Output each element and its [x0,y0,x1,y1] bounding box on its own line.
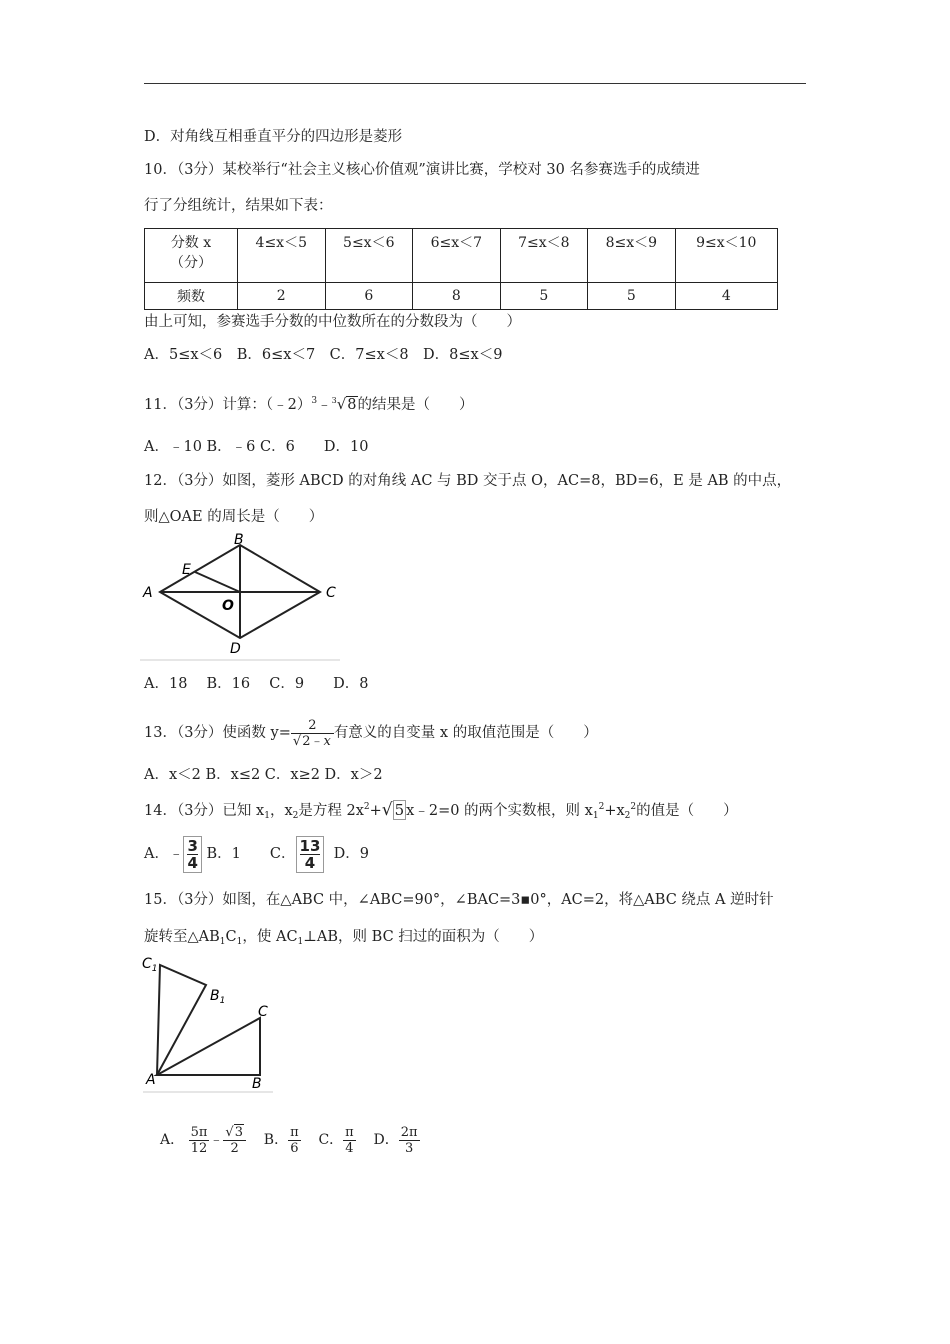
q14-a-denominator: 4 [187,853,198,872]
q15-stem-line1: 15．（3分）如图，在△ABC 中，∠ABC=90°，∠BAC=3▪0°，AC=2，将△ABC 绕点 A 逆时针 [144,892,774,908]
q14-superscript: 2 [363,802,370,812]
q14-superscript: 2 [598,802,605,812]
numerator: π [345,1124,354,1140]
frequency-table [144,228,778,310]
top-rule [144,83,806,84]
denominator: 6 [288,1140,301,1156]
q15-subscript: 1 [219,937,226,947]
q14-options [144,834,369,874]
denominator: 3 [399,1140,420,1156]
denominator: 2 [223,1140,246,1156]
q14-part: ，x [269,803,293,819]
q12-stem-line1: 12．（3分）如图，菱形 ABCD 的对角线 AC 与 BD 交于点 O，AC=8，BD=6，E 是 AB 的中点， [144,473,792,489]
q15-b-fraction [288,1125,301,1156]
q13-den-pre: 2﹣ [302,733,324,749]
rotation-figure [140,952,280,1094]
numerator [223,1125,246,1140]
q14-part: 的值是（ ） [636,803,738,819]
q14-part: 14．（3分）已知 x [144,803,265,819]
q13-stem [144,716,598,750]
radicand: 3 [234,1124,243,1140]
q9-option-d: D．对角线互相垂直平分的四边形是菱形 [144,129,403,145]
denominator: 12 [189,1140,210,1156]
label-b: B [234,532,244,548]
q13-fraction [291,718,334,749]
numerator: 5π [190,1124,208,1140]
table-cell: 4≤x＜5 [238,229,326,283]
q11-exponent: 3 [311,396,318,406]
label-b1: $B_1$ [210,988,226,1006]
q15-subscript: 1 [297,937,304,947]
segment-eo [195,572,240,592]
q14-c-denominator: 4 [300,854,321,871]
label-c: C [326,585,336,601]
header-label-line1: 分数 x [170,235,212,251]
q11-options: A．﹣10 B．﹣6 C．6 D．10 [144,439,369,455]
table-cell: 5 [588,283,676,310]
radical-icon: √ [292,733,302,749]
table-header-label [145,229,238,283]
q15-stem-line2 [144,927,543,952]
q13-denominator [291,733,334,749]
denominator: 4 [343,1140,356,1156]
q14-subscript: 1 [592,811,599,821]
q10-stem-line2: 行了分组统计，结果如下表： [144,198,333,214]
q11-root-index: 3 [331,396,337,405]
label-b: B [252,1076,262,1092]
q14-part: +x [604,803,625,819]
label-c1: $C_1$ [142,956,158,974]
q10-stem-line1: 10．（3分）某校举行“社会主义核心价值观”演讲比赛，学校对 30 名参赛选手的成绩进 [144,162,700,178]
table-cell: 4 [675,283,777,310]
q14-a-numerator: 3 [187,836,198,855]
q13-den-var: x [323,733,331,749]
q15-option-d-label: D． [373,1132,399,1148]
q11-stem-pre: 11．（3分）计算：（﹣2） [144,397,312,413]
q13-options: A．x＜2 B．x≤2 C．x≥2 D．x＞2 [144,767,383,783]
q15-part: C [225,929,237,945]
triangle-ab1c1 [157,965,206,1075]
q11-stem [144,391,474,415]
q11-stem-post: 的结果是（ ） [357,397,474,413]
q11-radicand: 8 [347,397,357,413]
label-a: A [143,585,153,601]
q15-option-c-label: C． [318,1132,344,1148]
q14-option-b: B．1 C． [206,846,296,862]
q13-stem-post: 有意义的自变量 x 的取值范围是（ ） [333,725,598,741]
radical-icon: √ [336,395,347,413]
table-row [145,283,778,310]
table-cell: 8 [413,283,501,310]
q14-c-numerator: 13 [299,836,321,855]
q15-a-fraction2 [223,1125,246,1156]
table-cell: 7≤x＜8 [500,229,588,283]
q15-part: 旋转至△AB [144,929,220,945]
q15-options [160,1120,420,1160]
q15-part: ⊥AB，则 BC 扫过的面积为（ ） [303,929,544,945]
table-freq-label: 频数 [145,283,238,310]
q14-option-c-fraction [296,836,325,873]
q12-stem-line2: 则△OAE 的周长是（ ） [144,509,324,525]
table-row [145,229,778,283]
q14-option-d: D．9 [333,846,369,862]
q10-options: A．5≤x＜6 B．6≤x＜7 C．7≤x＜8 D．8≤x＜9 [144,347,503,363]
table-cell: 9≤x＜10 [675,229,777,283]
header-label-line2: （分） [170,255,212,271]
q13-radicand [301,733,332,749]
radical-icon: √ [225,1124,234,1140]
label-e: E [182,562,191,578]
q15-c-fraction [343,1125,356,1156]
q13-stem-pre: 13．（3分）使函数 y= [144,725,291,741]
q14-radicand: 5 [394,801,405,819]
label-c: C [258,1004,268,1020]
q14-part: 是方程 2x [298,803,364,819]
q15-subscript: 1 [236,937,243,947]
q14-stem [144,797,738,826]
table-cell: 6≤x＜7 [413,229,501,283]
q15-option-b-label: B． [263,1132,289,1148]
numerator: 2π [400,1124,418,1140]
table-cell: 8≤x＜9 [588,229,676,283]
q15-option-a-label: A． [160,1132,185,1148]
q14-superscript: 2 [630,802,637,812]
q14-option-a-label: A．﹣ [144,846,184,862]
q11-minus: ﹣ [317,397,332,413]
table-cell: 6 [325,283,413,310]
q13-numerator: 2 [308,717,317,733]
rhombus-figure [140,532,346,662]
q14-option-a-fraction [183,836,201,873]
table-cell: 5 [500,283,588,310]
label-o: O [222,598,234,614]
radical-icon: √ [381,800,393,820]
q14-plus: + [369,803,382,819]
q14-subscript: 2 [624,811,631,821]
label-a: A [146,1072,156,1088]
numerator: π [290,1124,299,1140]
q10-question: 由上可知，参赛选手分数的中位数所在的分数段为（ ） [144,314,521,330]
table-cell: 5≤x＜6 [325,229,413,283]
q15-d-fraction [399,1125,420,1156]
minus-sign: ﹣ [209,1132,224,1148]
q15-part: ，使 AC [242,929,298,945]
label-d: D [230,641,241,657]
q14-subscript: 1 [264,811,270,821]
q14-part: x﹣2=0 的两个实数根，则 x [406,803,593,819]
q12-options: A．18 B．16 C．9 D．8 [144,676,369,692]
q14-subscript: 2 [292,811,299,821]
q15-a-fraction [189,1125,210,1156]
table-cell: 2 [238,283,326,310]
